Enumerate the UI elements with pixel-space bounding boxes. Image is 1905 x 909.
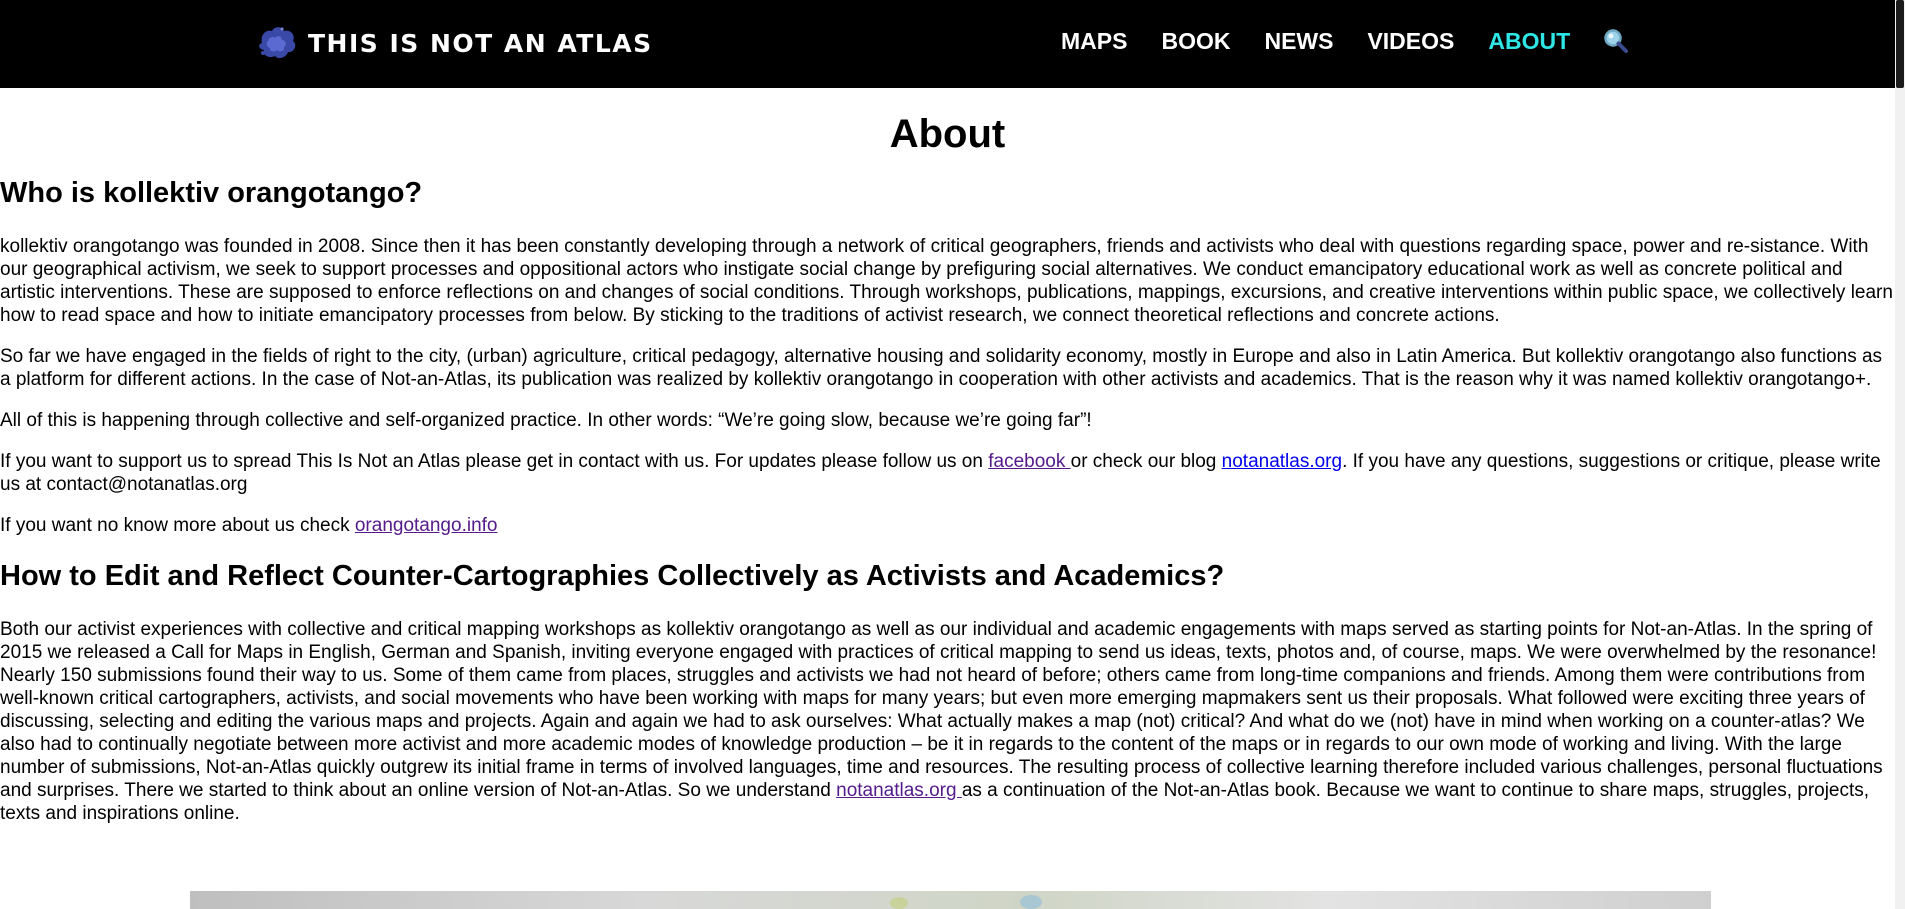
- paragraph-founding: kollektiv orangotango was founded in 2008. Since then it has been constantly developing through a network of critical geographers, friends and activists who deal with questions regarding space, power and re-sistance. With our geographical activism, we seek to support processes and oppositional actors who instigate social change by prefiguring social alternatives. We conduct emancipatory educational work as well as concrete political and artistic interventions. These are supposed to enforce reflections on and changes of social conditions. Through workshops, publications, mappings, excursions, and creative interventions within public space, we collectively learn how to read space and how to initiate emancipatory processes from below. By sticking to the traditions of activist research, we connect theoretical reflections and concrete actions.: [0, 235, 1893, 326]
- nav-item-videos[interactable]: VIDEOS: [1367, 27, 1455, 54]
- notanatlas-link[interactable]: notanatlas.org: [836, 779, 962, 801]
- paragraph-experiences: [0, 618, 1895, 825]
- site-logo-link[interactable]: [254, 18, 653, 68]
- hero-image-detail: [890, 897, 908, 909]
- main-content: [0, 88, 1895, 825]
- hero-image-detail: [1020, 895, 1042, 909]
- blog-link[interactable]: notanatlas.org: [1221, 450, 1343, 472]
- orangotango-info-link[interactable]: orangotango.info: [354, 514, 498, 536]
- hero-image: [190, 891, 1711, 909]
- facebook-link[interactable]: facebook: [988, 450, 1071, 472]
- nav-item-news[interactable]: NEWS: [1264, 27, 1334, 54]
- page-title: About: [889, 112, 1006, 156]
- page-scrollbar[interactable]: [1895, 0, 1905, 909]
- paragraph-know-more: [0, 514, 1895, 537]
- section-heading-how-to-edit: How to Edit and Reflect Counter-Cartographies Collectively as Activists and Academics?: [0, 559, 1225, 592]
- site-title[interactable]: THIS IS NOT AN ATLAS: [308, 28, 653, 58]
- section-how-to-edit: [0, 559, 1895, 825]
- support-text-start: If you want to support us to spread This Is Not an Atlas please get in contact with us. For updates please follow us on: [0, 450, 989, 472]
- scrollbar-thumb[interactable]: [1896, 0, 1904, 88]
- nav-item-maps[interactable]: MAPS: [1061, 27, 1128, 54]
- paragraph-practice: All of this is happening through collective and self-organized practice. In other words: “We’re going slow, because we’re going far”!: [0, 409, 1092, 431]
- top-navigation-bar: [0, 0, 1905, 88]
- experiences-text-end: as a continuation of the Not-an-Atlas book. Because we want to continue to share maps, struggles, projects, texts and inspirations online.: [0, 779, 1870, 824]
- support-text-end: . If you have any questions, suggestions or critique, please write us at contact@notanatlas.org: [0, 450, 1881, 495]
- support-text-middle: or check our blog: [1070, 450, 1222, 472]
- section-who-is: [0, 176, 1895, 537]
- experiences-text-start: Both our activist experiences with collective and critical mapping workshops as kollektiv orangotango as well as our individual and academic engagements with maps served as starting points for Not-an-Atlas. In the spring of 2015 we released a Call for Maps in English, German and Spanish, inviting everyone engaged with practices of critical mapping to send us ideas, texts, photos and, of course, maps. We were overwhelmed by the resonance! Nearly 150 submissions found their way to us. Some of them came from places, struggles and activists we had not heard of before; others came from long-time companions and friends. Among them were contributions from well-known critical cartographers, activists, and social movements who have been working with maps for many years; but even more emerging mapmakers sent us their proposals. What followed were exciting three years of discussing, selecting and editing the various maps and projects. Again and again we had to ask ourselves: What actually makes a map (not) critical? And what do we (not) have in mind when working on a counter-atlas? We also had to continually negotiate between more activist and more academic modes of knowledge production – be it in regards to the content of the maps or in regards to our own mode of working and living. With the large number of submissions, Not-an-Atlas quickly outgrew its initial frame in terms of involved languages, time and resources. The resulting process of collective learning therefore included various challenges, personal fluctuations and surprises. There we started to think about an online version of Not-an-Atlas. So we understand: [0, 618, 1883, 801]
- nav-item-book[interactable]: BOOK: [1161, 27, 1231, 54]
- main-nav: [1061, 27, 1630, 55]
- know-more-text: If you want no know more about us check: [0, 514, 355, 536]
- nav-item-about[interactable]: ABOUT: [1488, 27, 1571, 54]
- section-heading-who-is: Who is kollektiv orangotango?: [0, 177, 423, 209]
- paragraph-fields: So far we have engaged in the fields of right to the city, (urban) agriculture, critical pedagogy, alternative housing and solidarity economy, mostly in Europe and also in Latin America. But kollektiv orangotango also functions as a platform for different actions. In the case of Not-an-Atlas, its publication was realized by kollektiv orangotango in cooperation with other activists and academics. That is the reason why it was named kollektiv orangotango+.: [0, 345, 1883, 390]
- paragraph-support: [0, 450, 1895, 496]
- globe-blob-icon: [254, 23, 300, 63]
- search-icon[interactable]: [1602, 27, 1630, 55]
